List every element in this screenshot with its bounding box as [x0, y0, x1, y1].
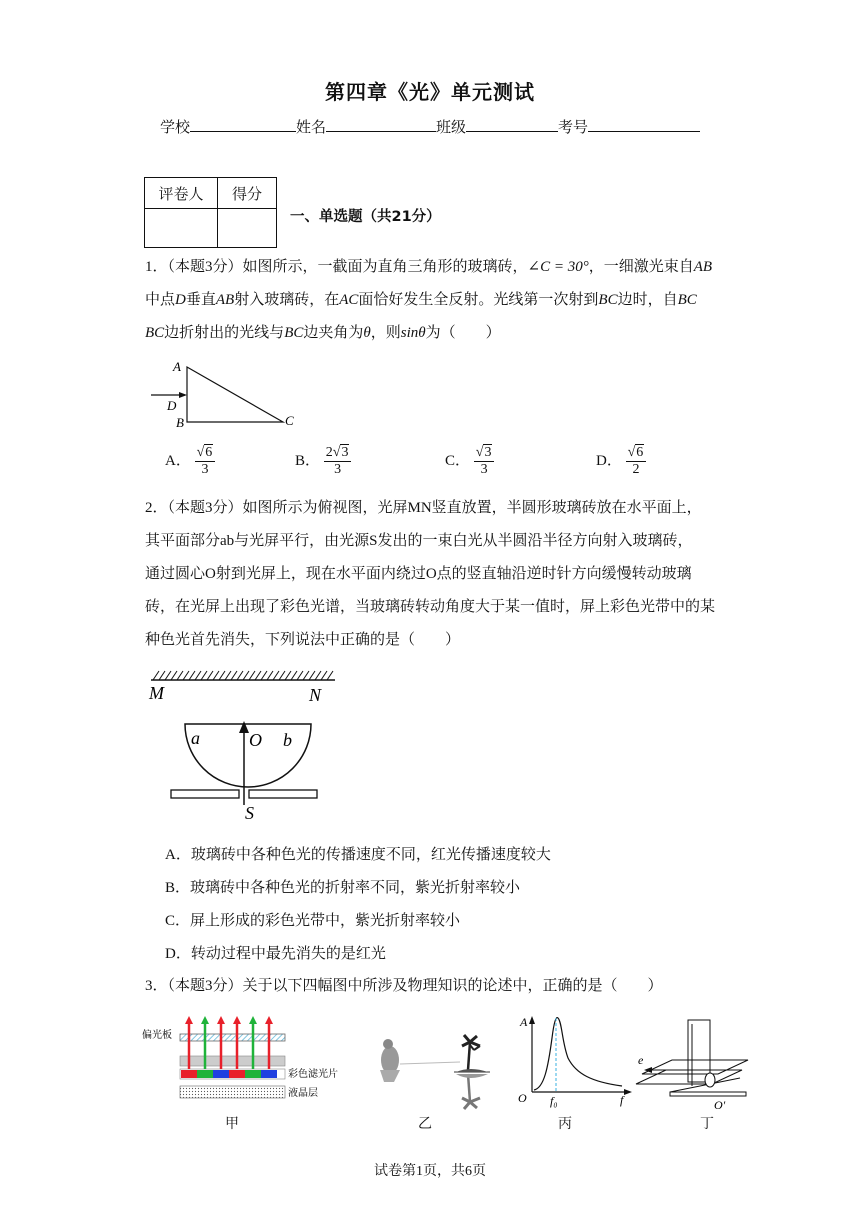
q1-option-b[interactable]: B． $\frac{2√3}{3}$ — [295, 445, 351, 478]
q2-label-n: N — [309, 685, 322, 705]
q1-ac: AC — [339, 292, 359, 308]
q2-line-1: 2．（本题3分）如图所示为俯视图，光屏MN竖直放置，半圆形玻璃砖放在水平面上， — [145, 500, 702, 516]
page-footer: 试卷第1页，共6页 — [374, 1164, 486, 1179]
q3-bing-label-o: O — [518, 1091, 527, 1105]
question-1-text — [145, 251, 725, 350]
q2-option-c[interactable]: C．屏上形成的彩色光带中，紫光折射率较小 — [165, 913, 461, 929]
student-info-line — [160, 116, 700, 137]
q1-text-f: 面恰好发生全反射。光线第一次射到 — [358, 292, 599, 308]
q2-label-o: O — [249, 730, 262, 750]
q1-option-a-label: A． — [165, 452, 191, 469]
q1-theta: θ — [363, 325, 371, 341]
q1-text-j: ，则 — [370, 325, 401, 341]
q1-sin: sinθ — [400, 325, 426, 341]
q2-label-m: M — [149, 683, 164, 703]
q1-option-c-label: C． — [445, 452, 471, 469]
score-table — [144, 177, 277, 248]
question-3-text: 3．（本题3分）关于以下四幅图中所涉及物理知识的论述中，正确的是（ ） — [145, 978, 663, 994]
q1-label-d: D — [167, 398, 177, 413]
school-label: 学校 — [160, 120, 191, 136]
q3-bing-label-f0: f₀ — [550, 1094, 558, 1108]
q1-angle: ∠C = 30° — [527, 259, 589, 275]
q1-label-b: B — [176, 415, 184, 430]
q1-label-a: A — [173, 359, 181, 374]
q1-text-k: 为（ ） — [425, 325, 501, 341]
q1-option-d-num: 6 — [636, 445, 644, 460]
q1-option-c-num: 3 — [484, 445, 492, 460]
grader-header: 评卷人 — [145, 178, 218, 209]
q1-text-h: 边折射出的光线与 — [164, 325, 285, 341]
q2-line-2: 其平面部分ab与光屏平行，由光源S发出的一束白光从半圆沿半径方向射入玻璃砖， — [145, 533, 693, 549]
page-title: 第四章《光》单元测试 — [325, 80, 535, 104]
q2-line-3: 通过圆心O射到光屏上，现在水平面内绕过O点的竖直轴沿逆时针方向缓慢转动玻璃 — [145, 566, 692, 582]
q1-option-b-label: B． — [295, 452, 321, 469]
number-label: 考号 — [558, 120, 589, 136]
q1-text-i: 边夹角为 — [303, 325, 364, 341]
q3-caption-jia: 甲 — [225, 1117, 239, 1132]
q2-option-d[interactable]: D．转动过程中最先消失的是红光 — [165, 946, 386, 962]
q3-caption-ding: 丁 — [700, 1117, 714, 1132]
grader-cell[interactable] — [145, 209, 218, 248]
q1-ab: AB — [693, 259, 713, 275]
q3-filter-label: 彩色滤光片 — [288, 1069, 338, 1080]
q1-option-d[interactable]: D． $\frac{√6}{2}$ — [596, 445, 646, 478]
q1-text-d: 垂直 — [185, 292, 216, 308]
q2-line-4: 砖，在光屏上出现了彩色光谱，当玻璃砖转动角度大于某一值时，屏上彩色光带中的某 — [145, 599, 716, 615]
q1-bc3: BC — [145, 325, 165, 341]
q1-option-b-coef: 2 — [325, 445, 333, 460]
q3-lc-label: 液晶层 — [288, 1088, 318, 1099]
q1-option-a-den: 3 — [201, 462, 209, 477]
class-blank[interactable] — [466, 117, 558, 132]
q1-d: D — [175, 292, 186, 308]
q3-caption-bing: 丙 — [558, 1117, 572, 1132]
q1-option-d-label: D． — [596, 452, 622, 469]
q3-figure-jia — [140, 1012, 350, 1107]
q1-text-c: 中点 — [145, 292, 176, 308]
q1-option-d-den: 2 — [632, 462, 640, 477]
q3-bing-label-f: f — [620, 1093, 624, 1107]
name-blank[interactable] — [326, 117, 436, 132]
q3-ding-label-e: e — [638, 1053, 644, 1067]
q1-option-c[interactable]: C． $\frac{√3}{3}$ — [445, 445, 494, 478]
q2-option-b[interactable]: B．玻璃砖中各种色光的折射率不同，紫光折射率较小 — [165, 880, 521, 896]
name-label: 姓名 — [296, 120, 327, 136]
q3-figure-yi — [370, 1030, 500, 1110]
school-blank[interactable] — [190, 117, 296, 132]
q2-label-b: b — [283, 730, 292, 750]
q1-bc2: BC — [677, 292, 697, 308]
q1-bc4: BC — [284, 325, 304, 341]
q1-option-b-den: 3 — [334, 462, 342, 477]
score-cell[interactable] — [218, 209, 277, 248]
q1-ab2: AB — [215, 292, 235, 308]
score-header: 得分 — [218, 178, 277, 209]
q1-triangle-figure — [145, 355, 305, 435]
q3-ding-label-o2: O' — [714, 1098, 726, 1110]
q1-option-b-num: 3 — [341, 445, 349, 460]
q2-option-a[interactable]: A．玻璃砖中各种色光的传播速度不同，红光传播速度较大 — [165, 847, 551, 863]
q1-text-e: 射入玻璃砖，在 — [234, 292, 340, 308]
q1-text-g: 边时，自 — [617, 292, 678, 308]
q3-figure-bing — [510, 1008, 640, 1108]
q3-figure-ding — [630, 1012, 755, 1110]
q3-bing-label-a: A — [520, 1015, 528, 1029]
q1-text-b: ，一细激光束自 — [588, 259, 694, 275]
q1-bc: BC — [598, 292, 618, 308]
q3-caption-yi: 乙 — [418, 1117, 432, 1132]
q1-label-c: C — [285, 413, 294, 428]
question-2-text — [145, 492, 725, 657]
q2-prism-figure — [145, 665, 345, 825]
q3-polarizer-label: 偏光板 — [142, 1030, 172, 1041]
q2-label-s: S — [245, 803, 254, 823]
q1-option-a[interactable]: A． $\frac{√6}{3}$ — [165, 445, 215, 478]
q1-option-a-num: 6 — [205, 445, 213, 460]
section-heading: 一、单选题（共21分） — [290, 209, 441, 225]
q2-line-5: 种色光首先消失，下列说法中正确的是（ ） — [145, 632, 461, 648]
q1-option-c-den: 3 — [480, 462, 488, 477]
q1-text-a: 1．（本题3分）如图所示，一截面为直角三角形的玻璃砖， — [145, 259, 528, 275]
class-label: 班级 — [436, 120, 467, 136]
q2-label-a: a — [191, 728, 200, 748]
number-blank[interactable] — [588, 117, 700, 132]
